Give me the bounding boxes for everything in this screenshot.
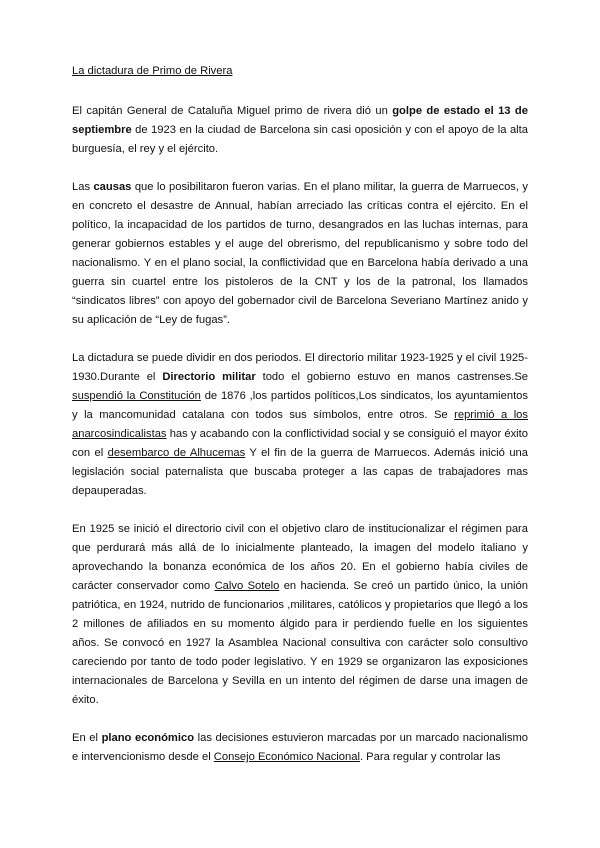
paragraph xyxy=(72,349,528,501)
text-run: has y acabando con la conflictividad social y se consiguió el mayor éxito con el xyxy=(72,428,528,459)
bold-phrase: plano económico xyxy=(101,732,195,744)
document-title: La dictadura de Primo de Rivera xyxy=(72,65,233,77)
underlined-phrase: reprimió a los anarcosindicalistas xyxy=(72,409,528,440)
text-run: El capitán General de Cataluña Miguel primo de rivera dió un xyxy=(72,105,393,117)
text-run: que lo posibilitaron fueron varias. En el plano militar, la guerra de Marruecos, y en concreto el desastre de Annual, habían arreciado las críticas contra el ejército. En el político, la incapacidad de los partidos de turno, desangrados en las luchas internas, para generar gobiernos estables y el auge del obrerismo, del republicanismo y sobre todo del nacionalismo. Y en el plano social, la conflictividad que en Barcelona había derivado a una guerra sin cuartel entre los pistoleros de la CNT y los de la patronal, los llamados “sindicatos libres” con apoyo del gobernador civil de Barcelona Severiano Martínez anido y su aplicación de “Ley de fugas”. xyxy=(72,181,528,326)
text-run: En el xyxy=(72,732,102,744)
text-run: . Para regular y controlar las xyxy=(359,751,501,763)
paragraph xyxy=(72,178,528,330)
bold-phrase: Directorio militar xyxy=(162,371,256,383)
paragraph xyxy=(72,729,528,767)
text-run: de 1876 ,los partidos políticos,Los sindicatos, los ayuntamientos y la mancomunidad catalana con todos sus símbolos, entre otros. Se xyxy=(72,390,528,421)
paragraph xyxy=(72,520,528,710)
text-run: Las xyxy=(72,181,94,193)
text-run: de 1923 en la ciudad de Barcelona sin casi oposición y con el apoyo de la alta burguesía, el rey y el ejército. xyxy=(72,124,528,155)
text-run: las decisiones estuvieron marcadas por un marcado nacionalismo e intervencionismo desde el xyxy=(72,732,529,763)
underlined-phrase: Consejo Económico Nacional xyxy=(213,751,360,763)
underlined-phrase: Calvo Sotelo xyxy=(214,580,280,592)
paragraph-list xyxy=(72,102,528,767)
underlined-phrase: desembarco de Alhucemas xyxy=(107,447,246,459)
underlined-phrase: suspendió la Constitución xyxy=(72,390,201,402)
bold-phrase: causas xyxy=(93,181,132,193)
bold-phrase: golpe de estado el 13 de septiembre xyxy=(72,105,528,136)
document-body xyxy=(72,62,528,786)
text-run: En 1925 se inició el directorio civil con el objetivo claro de institucionalizar el régimen para que perdurará más allá de lo inicialmente planteado, la imagen del modelo italiano y aprovechando la bonanza económica de los años 20. En el gobierno había civiles de carácter conservador como xyxy=(72,523,528,592)
text-run: Y el fin de la guerra de Marruecos. Además inició una legislación social paternalista que buscaba proteger a las capas de trabajadores mas depauperadas. xyxy=(72,447,528,497)
text-run: en hacienda. Se creó un partido único, la unión patriótica, en 1924, nutrido de funcionarios ,militares, católicos y propietarios que llegó a los 2 millones de afiliados en su momento álgido para ir perdiendo fuelle en los siguientes años. Se convocó en 1927 la Asamblea Nacional consultiva con carácter solo consultivo careciendo por tanto de todo poder legislativo. Y en 1929 se organizaron las exposiciones internacionales de Barcelona y Sevilla en un intento del régimen de darse una imagen de éxito. xyxy=(72,580,528,706)
text-run: La dictadura se puede dividir en dos periodos. El directorio militar 1923-1925 y el civil 1925-1930.Durante el xyxy=(72,352,528,383)
text-run: todo el gobierno estuvo en manos castrenses.Se xyxy=(255,371,528,383)
paragraph xyxy=(72,102,528,159)
